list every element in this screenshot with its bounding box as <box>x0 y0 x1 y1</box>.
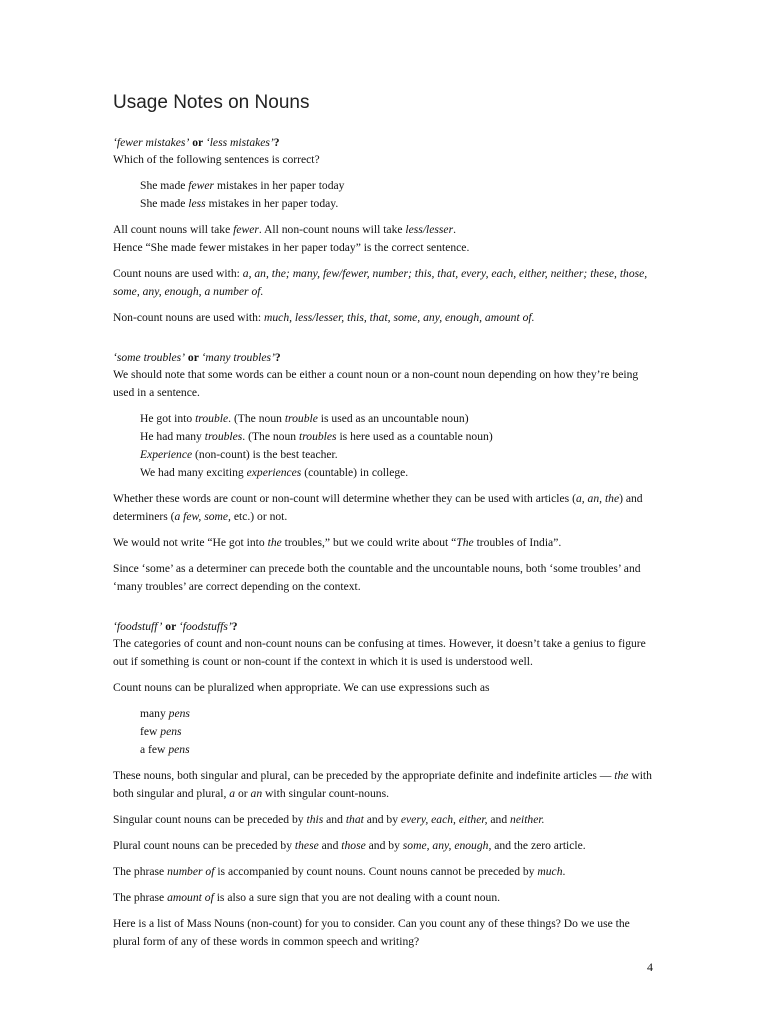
heading-or: or <box>162 620 179 633</box>
paragraph: Non-count nouns are used with: much, less/lesser, this, that, some, any, enough, amount of. <box>113 311 535 324</box>
example-phrase: few pens <box>140 725 182 738</box>
section-heading-foodstuff <box>113 618 658 635</box>
example-sentence: He got into trouble. (The noun trouble is used as an uncountable noun) <box>140 412 469 425</box>
heading-question-mark: ? <box>273 136 280 149</box>
page-number: 4 <box>647 960 653 974</box>
paragraph: We would not write “He got into the troubles,” but we could write about “The troubles of India”. <box>113 536 562 549</box>
example-block <box>140 410 658 482</box>
heading-or: or <box>189 136 206 149</box>
paragraph: Plural count nouns can be preceded by these and those and by some, any, enough, and the zero article. <box>113 839 586 852</box>
heading-term: ‘foodstuff’ <box>113 620 163 633</box>
paragraph: Whether these words are count or non-count will determine whether they can be used with articles (a, an, the) and determiners (a few, some, etc.) or not. <box>113 492 643 523</box>
paragraph: We should note that some words can be either a count noun or a non-count noun depending on how they’re being used in a sentence. <box>113 368 639 399</box>
question-text: Which of the following sentences is correct? <box>113 153 320 166</box>
document-page <box>113 92 658 959</box>
paragraph: Since ‘some’ as a determiner can precede both the countable and the uncountable nouns, both ‘some troubles’ and ‘many troubles’ are correct depending on the context. <box>113 562 641 593</box>
section-heading-troubles <box>113 349 658 366</box>
paragraph: Singular count nouns can be preceded by this and that and by every, each, either, and neither. <box>113 813 545 826</box>
paragraph: The phrase amount of is also a sure sign that you are not dealing with a count noun. <box>113 891 501 904</box>
heading-term: ‘many troubles’ <box>201 351 275 364</box>
heading-term: ‘fewer mistakes’ <box>113 136 190 149</box>
example-sentence: We had many exciting experiences (countable) in college. <box>140 466 409 479</box>
section-heading-fewer-less <box>113 134 658 151</box>
heading-term: ‘some troubles’ <box>113 351 186 364</box>
paragraph: The categories of count and non-count nouns can be confusing at times. However, it doesn’t take a genius to figure out if something is count or non-count if the context in which it is used is understood well. <box>113 637 646 668</box>
heading-or: or <box>185 351 202 364</box>
example-sentence: He had many troubles. (The noun troubles is here used as a countable noun) <box>140 430 493 443</box>
paragraph: The phrase number of is accompanied by count nouns. Count nouns cannot be preceded by much. <box>113 865 566 878</box>
paragraph: All count nouns will take fewer. All non-count nouns will take less/lesser. Hence “She made fewer mistakes in her paper today” is the correct sentence. <box>113 223 470 254</box>
heading-question-mark: ? <box>231 620 238 633</box>
example-block <box>140 177 658 213</box>
paragraph: Count nouns can be pluralized when appropriate. We can use expressions such as <box>113 681 490 694</box>
paragraph: Count nouns are used with: a, an, the; many, few/fewer, number; this, that, every, each, either, neither; these, those, some, any, enough, a number of. <box>113 267 648 298</box>
paragraph: Here is a list of Mass Nouns (non-count) for you to consider. Can you count any of these things? Do we use the plural form of any of these words in common speech and writing? <box>113 917 630 948</box>
example-sentence: She made fewer mistakes in her paper today <box>140 179 345 192</box>
example-phrase: a few pens <box>140 743 190 756</box>
page-title: Usage Notes on Nouns <box>113 92 310 113</box>
example-block <box>140 705 658 759</box>
heading-question-mark: ? <box>274 351 281 364</box>
heading-term: ‘foodstuffs’ <box>178 620 232 633</box>
paragraph: These nouns, both singular and plural, can be preceded by the appropriate definite and indefinite articles — the with both singular and plural, a or an with singular count-nouns. <box>113 769 652 800</box>
heading-term: ‘less mistakes’ <box>205 136 274 149</box>
example-sentence: Experience (non-count) is the best teacher. <box>140 448 338 461</box>
example-phrase: many pens <box>140 707 190 720</box>
example-sentence: She made less mistakes in her paper today. <box>140 197 339 210</box>
